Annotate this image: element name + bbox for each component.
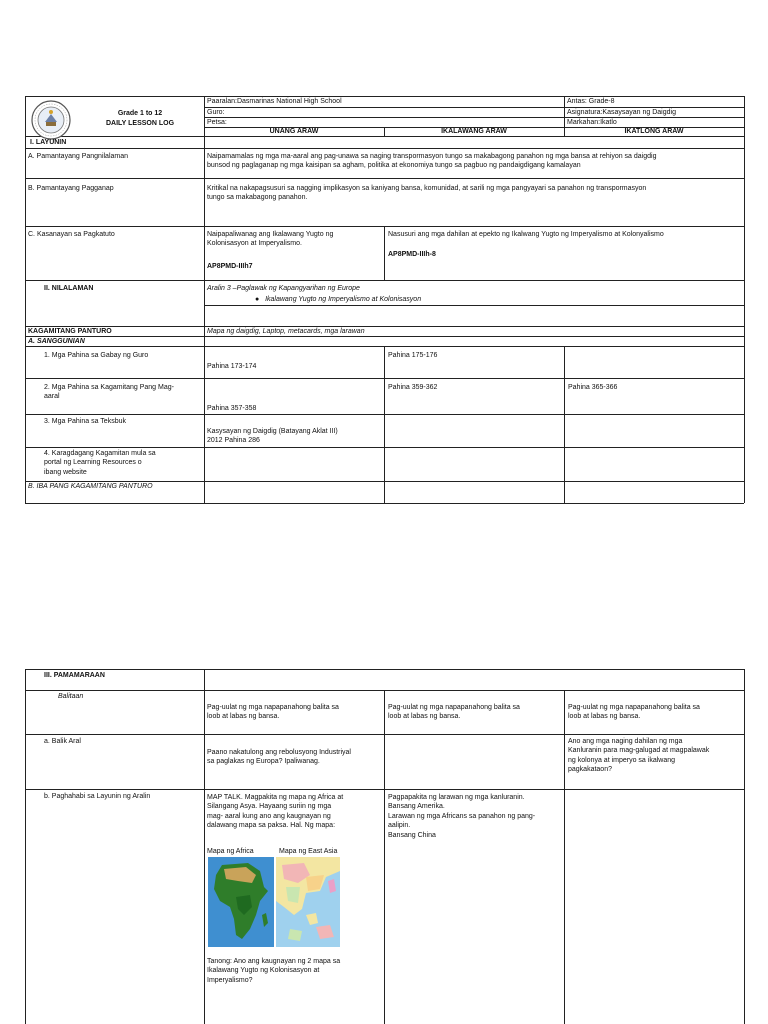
border-top (25, 96, 744, 97)
karagdagang-kagamitan-label: 4. Karagdagang Kagamitan mula sa portal ng Learning Resources o ibang website (44, 450, 156, 476)
layunin-heading: I. LAYUNIN (30, 139, 67, 146)
kasanayan-label: C. Kasanayan sa Pagkatuto (28, 231, 115, 238)
gabay-guro-day2: Pahina 175-176 (388, 352, 438, 359)
pamamaraan-heading: III. PAMAMARAAN (44, 672, 105, 679)
border-left (25, 96, 26, 503)
sanggunian-heading: A. SANGGUNIAN (28, 338, 85, 345)
mag-aaral-day3: Pahina 365-366 (568, 384, 618, 391)
day1-header: UNANG ARAW (269, 128, 319, 135)
balik-aral-label: a. Balik Aral (44, 738, 81, 745)
kagamitan-text: Mapa ng daigdig, Laptop, metacards, mga larawan (207, 328, 365, 335)
map-africa-caption: Mapa ng Africa (207, 848, 254, 855)
log-title: DAILY LESSON LOG (105, 120, 175, 127)
teksbuk-day1: Kasysayan ng Daigdig (Batayang Aklat III) 2012 Pahina 286 (207, 428, 338, 445)
balitaan-day1: Pag-uulat ng mga napapanahong balita sa loob at labas ng bansa. (207, 704, 339, 721)
kasanayan-code-day1: AP8PMD-IIIh7 (207, 263, 253, 270)
markahan-field: Markahan:Ikatlo (567, 119, 617, 126)
paghahabi-tanong: Tanong: Ano ang kaugnayan ng 2 mapa sa Ikalawang Yugto ng Kolonisasyon at Imperyalismo? (207, 958, 341, 984)
paghahabi-label: b. Paghahabi sa Layunin ng Aralin (44, 793, 151, 800)
africa-map-image (208, 857, 274, 947)
mag-aaral-day1: Pahina 357-358 (207, 405, 257, 412)
paghahabi-day2: Pagpapakita ng larawan ng mga kanluranin. Bansang Amerika. Larawan ng mga Africans sa panahon ng pang- aalipin. Bansang China (388, 794, 536, 839)
gabay-guro-day1: Pahina 173-174 (207, 363, 257, 370)
border-right (744, 96, 745, 503)
mag-aaral-day2: Pahina 359-362 (388, 384, 438, 391)
aralin-bullet: ● Ikalawang Yugto ng Imperyalismo at Kolonisasyon (255, 296, 422, 303)
balitaan-day2: Pag-uulat ng mga napapanahong balita sa loob at labas ng bansa. (388, 704, 520, 721)
teksbuk-label: 3. Mga Pahina sa Teksbuk (44, 418, 126, 425)
aralin-text: Aralin 3 –Paglawak ng Kapangyarihan ng Europe (207, 285, 360, 292)
kagamitan-heading: KAGAMITANG PANTURO (28, 328, 112, 335)
east-asia-map-image (276, 857, 340, 947)
gabay-guro-label: 1. Mga Pahina sa Gabay ng Guro (44, 352, 149, 359)
antas-field: Antas: Grade-8 (567, 98, 615, 105)
paaralan-field: Paaralan:Dasmarinas National High School (207, 98, 342, 105)
deped-seal-icon (31, 100, 71, 140)
petsa-field: Petsa: (207, 119, 227, 126)
pagganap-text: Kritikal na nakapagsusuri sa nagging implikasyon sa kaniyang bansa, komunidad, at sarili ng mga pangyayari sa panahon ng transpormasyon tungo sa makabagong panahon. (207, 185, 647, 202)
map-asia-caption: Mapa ng East Asia (279, 848, 338, 855)
pangnilalaman-label: A. Pamantayang Pangnilalaman (28, 153, 129, 160)
paghahabi-day1: MAP TALK. Magpakita ng mapa ng Africa at Silangang Asya. Hayaang suriin ng mga mag- aaral kung ano ang kaugnayan ng dalawang mapa sa paksa. Hal. Ng mapa: (207, 794, 344, 830)
day2-header: IKALAWANG ARAW (441, 128, 507, 135)
grade-label: Grade 1 to 12 (117, 110, 163, 117)
pagganap-label: B. Pamantayang Pagganap (28, 185, 114, 192)
iba-pang-kagamitan-label: B. IBA PANG KAGAMITANG PANTURO (28, 483, 153, 490)
balitaan-day3: Pag-uulat ng mga napapanahong balita sa loob at labas ng bansa. (568, 704, 700, 721)
balik-aral-day1: Paano nakatulong ang rebolusyong Industriyal sa paglakas ng Europa? Ipaliwanag. (207, 749, 351, 766)
asignatura-field: Asignatura:Kasaysayan ng Daigdig (567, 109, 676, 116)
aralin-bullet-text: Ikalawang Yugto ng Imperyalismo at Kolonisasyon (265, 296, 422, 303)
border-bottom (25, 503, 744, 504)
kasanayan-text-day1: Naipapaliwanag ang Ikalawang Yugto ng Kolonisasyon at Imperyalismo. (207, 231, 334, 248)
balik-aral-day3: Ano ang mga naging dahilan ng mga Kanluranin para mag-galugad at magpalawak ng kolonya at imperyo sa ikalwang pagkakataon? (568, 738, 710, 774)
balitaan-label: Balitaan (58, 693, 84, 700)
nilalaman-heading: II. NILALAMAN (44, 285, 94, 292)
day3-header: IKATLONG ARAW (624, 128, 684, 135)
pangnilalaman-text: Naipamamalas ng mga ma-aaral ang pag-unawa sa naging transpormasyon tungo sa makabagong panahon ng mga bansa at rehiyon sa daigdig bunsod ng paglaganap ng mga kaisipan sa agham, politika at ekonomiya tungo sa pagbuo ng pandaigdigang kamalayan (207, 153, 657, 170)
guro-field: Guro: (207, 109, 225, 116)
kasanayan-text-day2: Nasusuri ang mga dahilan at epekto ng Ikalwang Yugto ng Imperyalismo at Kolonyalismo (388, 231, 664, 238)
kasanayan-code-day2: AP8PMD-IIIh-8 (388, 251, 436, 258)
kagamitang-pang-mag-aaral-label: 2. Mga Pahina sa Kagamitang Pang Mag- aaral (44, 384, 174, 401)
